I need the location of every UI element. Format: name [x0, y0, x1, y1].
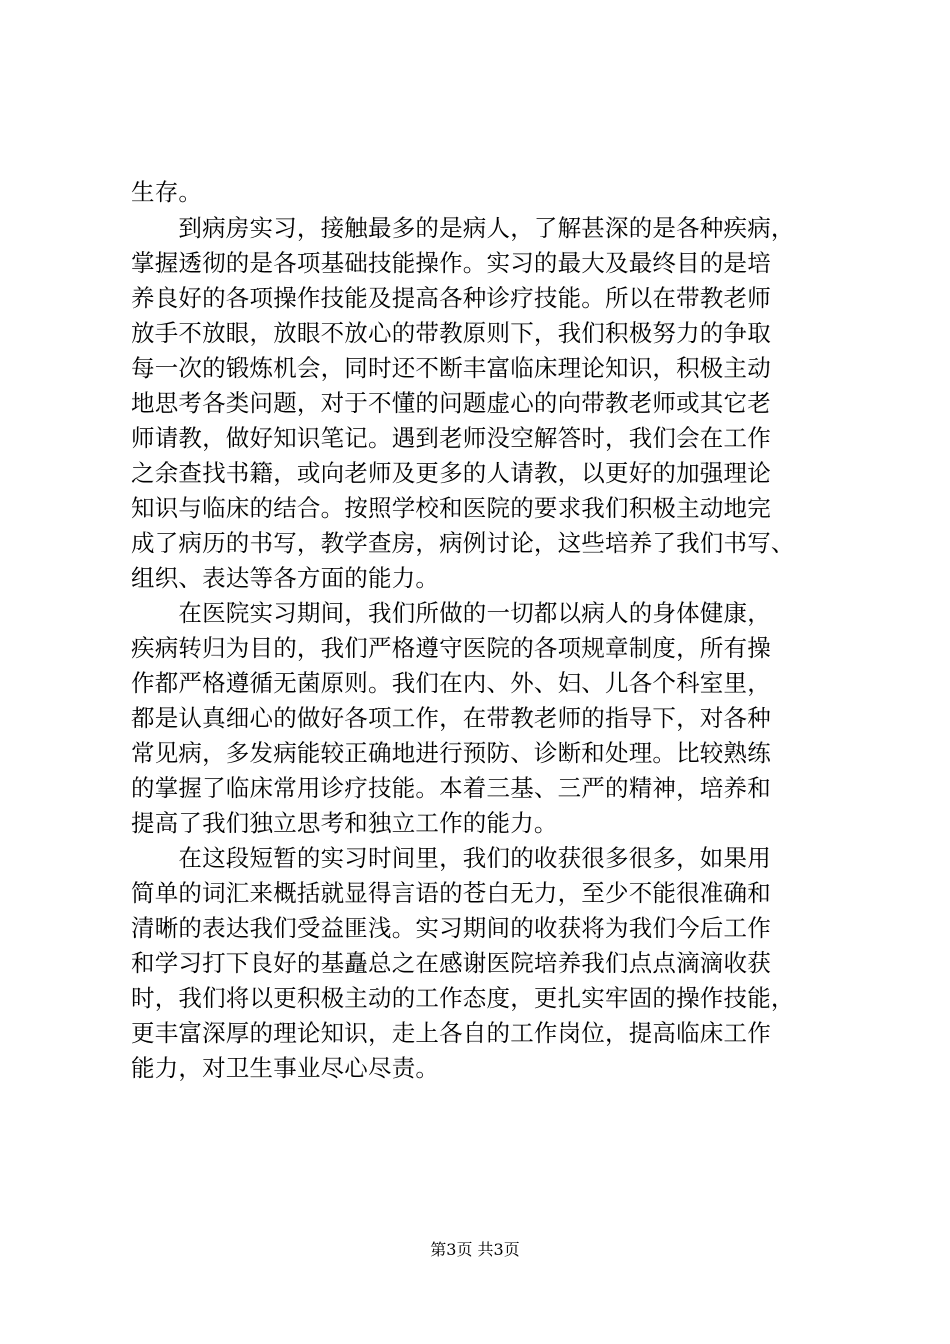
text-line: 的掌握了临床常用诊疗技能。本着三基、三严的精神，培养和: [131, 774, 771, 802]
text-line: 和学习打下良好的基矗总之在感谢医院培养我们点点滴滴收获: [131, 949, 771, 977]
text-line: 常见病，多发病能较正确地进行预防、诊断和处理。比较熟练: [131, 739, 771, 767]
text-line: 提高了我们独立思考和独立工作的能力。: [131, 809, 558, 837]
text-line: 师请教，做好知识笔记。遇到老师没空解答时，我们会在工作: [131, 424, 771, 452]
text-line: 知识与临床的结合。按照学校和医院的要求我们积极主动地完: [131, 494, 771, 522]
page-footer: 第3页 共3页: [430, 1240, 520, 1259]
text-line: 放手不放眼，放眼不放心的带教原则下，我们积极努力的争取: [131, 319, 771, 347]
text-line: 成了病历的书写，教学查房，病例讨论，这些培养了我们书写、: [131, 529, 795, 557]
text-line: 都是认真细心的做好各项工作，在带教老师的指导下，对各种: [131, 704, 771, 732]
text-line: 能力，对卫生事业尽心尽责。: [131, 1054, 440, 1082]
text-line: 作都严格遵循无菌原则。我们在内、外、妇、儿各个科室里，: [131, 669, 771, 697]
text-line: 之余查找书籍，或向老师及更多的人请教，以更好的加强理论: [131, 459, 771, 487]
text-line: 时，我们将以更积极主动的工作态度，更扎实牢固的操作技能，: [131, 984, 795, 1012]
text-line: 地思考各类问题，对于不懂的问题虚心的向带教老师或其它老: [131, 389, 771, 417]
text-line: 更丰富深厚的理论知识，走上各自的工作岗位，提高临床工作: [131, 1019, 771, 1047]
text-line: 组织、表达等各方面的能力。: [131, 564, 440, 592]
text-line: 养良好的各项操作技能及提高各种诊疗技能。所以在带教老师: [131, 284, 771, 312]
text-line: 到病房实习，接触最多的是病人，了解甚深的是各种疾病，: [131, 214, 795, 242]
text-line: 疾病转归为目的，我们严格遵守医院的各项规章制度，所有操: [131, 634, 771, 662]
text-line: 每一次的锻炼机会，同时还不断丰富临床理论知识，积极主动: [131, 354, 771, 382]
text-line: 清晰的表达我们受益匪浅。实习期间的收获将为我们今后工作: [131, 914, 771, 942]
text-line: 简单的词汇来概括就显得言语的苍白无力，至少不能很准确和: [131, 879, 771, 907]
text-line: 在这段短暂的实习时间里，我们的收获很多很多，如果用: [131, 844, 771, 872]
text-line: 掌握透彻的是各项基础技能操作。实习的最大及最终目的是培: [131, 249, 771, 277]
text-line: 在医院实习期间，我们所做的一切都以病人的身体健康，: [131, 599, 771, 627]
text-line: 生存。: [131, 178, 203, 206]
